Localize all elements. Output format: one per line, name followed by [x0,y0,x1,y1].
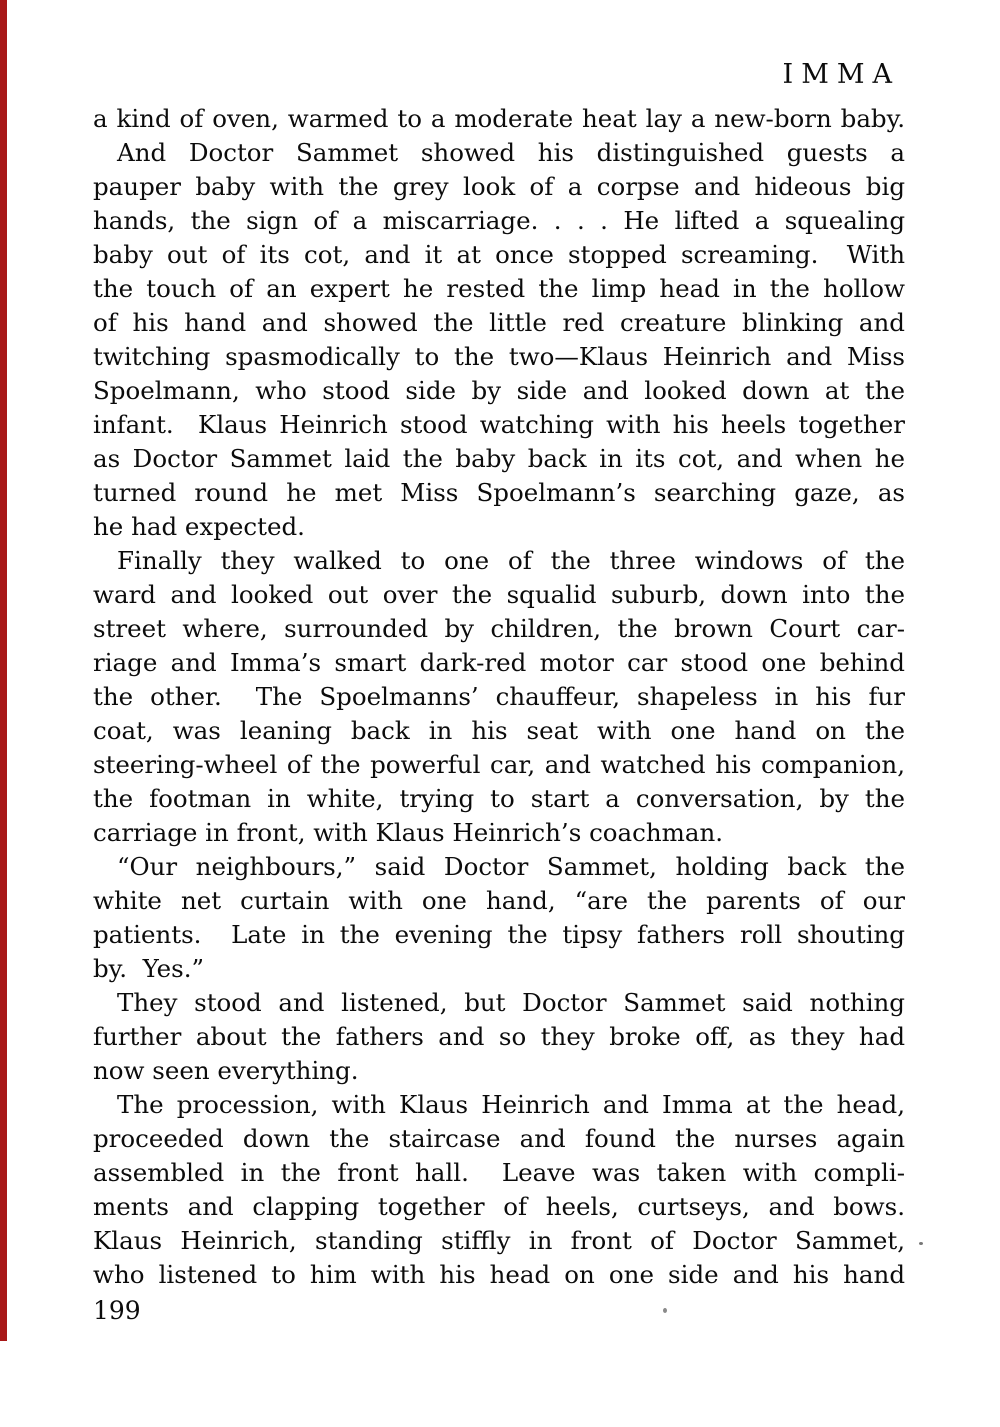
text-line: the footman in white, trying to start a conversation, by the [93,784,905,813]
text-line: of his hand and showed the little red creature blinking and [93,308,905,337]
red-spine-edge-artifact [0,0,7,1341]
text-line: twitching spasmodically to the two—Klaus Heinrich and Miss [93,342,905,371]
text-line: as Doctor Sammet laid the baby back in its cot, and when he [93,444,905,473]
running-head: IMMA [782,59,900,90]
scan-speck [663,1308,667,1313]
text-line: coat, was leaning back in his seat with one hand on the [93,716,905,745]
text-line: riage and Imma’s smart dark-red motor car stood one behind [93,648,905,677]
text-line: Finally they walked to one of the three windows of the [117,546,905,575]
text-line: carriage in front, with Klaus Heinrich’s coachman. [93,818,724,847]
text-line: hands, the sign of a miscarriage. . . . He lifted a squealing [93,206,905,235]
text-line: street where, surrounded by children, the brown Court car- [93,614,905,643]
text-line: white net curtain with one hand, “are the parents of our [93,886,905,915]
text-line: the other. The Spoelmanns’ chauffeur, shapeless in his fur [93,682,905,711]
scan-speck [919,1242,923,1245]
text-line: The procession, with Klaus Heinrich and Imma at the head, [117,1090,905,1119]
text-line: proceeded down the staircase and found the nurses again [93,1124,905,1153]
text-line: Klaus Heinrich, standing stiffly in front of Doctor Sammet, [93,1226,905,1255]
text-line: who listened to him with his head on one side and his hand [93,1260,905,1289]
text-line: ments and clapping together of heels, curtseys, and bows. [93,1192,905,1221]
text-line: a kind of oven, warmed to a moderate heat lay a new-born baby. [93,104,905,133]
text-line: assembled in the front hall. Leave was taken with compli- [93,1158,905,1187]
text-line: further about the fathers and so they broke off, as they had [93,1022,905,1051]
text-line: They stood and listened, but Doctor Sammet said nothing [117,988,905,1017]
text-line: pauper baby with the grey look of a corpse and hideous big [93,172,905,201]
text-line: infant. Klaus Heinrich stood watching with his heels together [93,410,905,439]
text-line: “Our neighbours,” said Doctor Sammet, holding back the [117,852,905,881]
text-line: now seen everything. [93,1056,359,1085]
text-line: And Doctor Sammet showed his distinguished guests a [117,138,905,167]
text-line: steering-wheel of the powerful car, and watched his companion, [93,750,905,779]
text-line: he had expected. [93,512,305,541]
text-line: patients. Late in the evening the tipsy fathers roll shouting [93,920,905,949]
text-line: baby out of its cot, and it at once stopped screaming. With [93,240,905,269]
text-line: turned round he met Miss Spoelmann’s searching gaze, as [93,478,905,507]
text-line: Spoelmann, who stood side by side and looked down at the [93,376,905,405]
text-line: ward and looked out over the squalid suburb, down into the [93,580,905,609]
page-number: 199 [93,1296,141,1325]
body-text [93,102,905,1292]
text-line: by. Yes.” [93,954,205,983]
text-line: the touch of an expert he rested the limp head in the hollow [93,274,905,303]
